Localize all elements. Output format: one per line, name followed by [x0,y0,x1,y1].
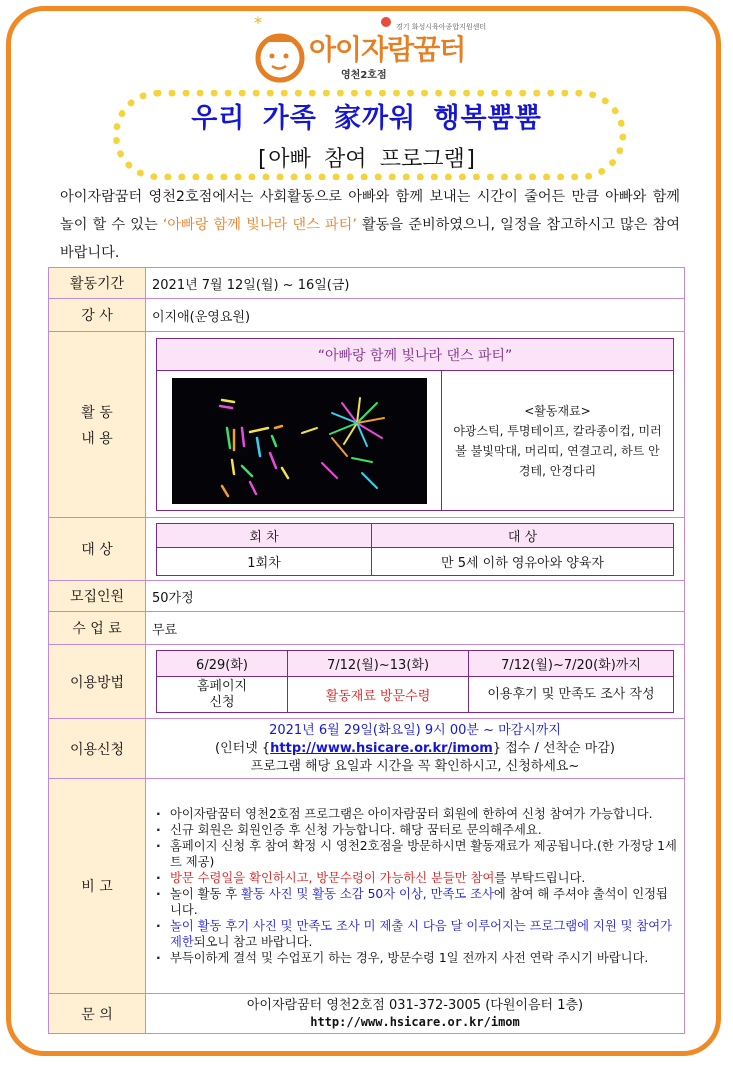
apply-note: 프로그램 해당 요일과 시간을 꼭 확인하시고, 신청하세요~ [250,758,580,774]
target-inner-table [156,523,674,576]
notes-cell [146,779,685,994]
note-item [156,870,678,886]
note-item: · 아이자람꿈터 영천2호점 프로그램은 아이자람꿈터 회원에 한하여 신청 참여가 가능합니다. [156,806,678,822]
intro-highlight: ‘아빠랑 함께 빛나라 댄스 파티’ [162,217,357,233]
contact-info: 아이자람꿈터 영천2호점 031-372-3005 (다원이음터 1층) [246,997,584,1013]
period-value: 2021년 7월 12일(월) ~ 16일(금) [146,268,685,299]
method-cell [146,645,685,719]
capacity-value: 50가정 [146,581,685,612]
intro-text-2: 활동을 준비하였으니, 일정을 참고하시고 많은 참여 바랍니다. [60,217,680,261]
note-text: 되오니 참고 바랍니다. [193,935,313,949]
materials-cell [442,371,674,511]
target-cell [146,518,685,581]
fee-value: 무료 [146,612,685,645]
notes-label: 비 고 [49,779,146,994]
note-item [156,918,678,950]
activity-label-line1: 활 동 [81,404,113,421]
note-blue-text: 활동 사진 및 활동 소감 50자 이상, 만족도 조사 [241,887,494,901]
apply-label: 이용신청 [49,719,146,779]
intro-text-1: 아이자람꿈터 영천2호점에서는 사회활동으로 아빠와 함께 보내는 시간이 줄어든 만큼 아빠와 함께 놀이 할 수 있는 [60,189,680,233]
method-header-1: 6/29(화) [157,651,288,677]
notes-list [146,800,684,972]
note-text: 놀이 활동 후 [170,887,242,901]
contact-label: 문 의 [49,994,146,1034]
page-title: 우리 가족 家까워 행복뿜뿜 [191,103,542,134]
note-text: 를 부탁드립니다. [494,871,586,885]
instructor-value: 이지애(운영요원) [146,299,685,332]
apply-method-post: } 접수 / 선착순 마감) [492,740,615,756]
target-label: 대 상 [49,518,146,581]
apply-schedule: 2021년 6월 29일(화요일) 9시 00분 ~ 마감시까지 [269,722,561,738]
method-header-3: 7/12(월)~7/20(화)까지 [469,651,674,677]
target-header-session: 회 차 [157,523,372,547]
materials-title: <활동재료> [524,403,591,418]
program-table [48,267,685,1034]
activity-photo-cell [157,371,442,511]
target-target-value: 만 5세 이하 영유아와 양육자 [372,547,674,575]
note-item: · 신규 회원은 회원인증 후 신청 가능합니다. 해당 꿈터로 문의해주세요. [156,822,678,838]
svg-text:*: * [254,14,262,32]
program-title: “아빠랑 함께 빛나라 댄스 파티” [157,339,674,371]
method-step-3: 이용후기 및 만족도 조사 작성 [469,677,674,713]
glow-stick-image [172,378,427,504]
intro-paragraph [60,183,680,267]
apply-method [146,740,684,758]
method-header-2: 7/12(월)~13(화) [288,651,469,677]
note-item: · 홈페이지 신청 후 참여 확정 시 영천2호점을 방문하시면 활동재료가 제공됩니다.(한 가정당 1세트 제공) [156,838,678,870]
logo-name [309,28,465,68]
activity-label [49,332,146,518]
contact-cell [146,994,685,1034]
logo-name-part2: 꿈터 [413,33,466,66]
method-step-2: 활동재료 방문수령 [288,677,469,713]
contact-link[interactable]: http://www.hsicare.or.kr/imom [310,1014,520,1029]
apply-method-pre: (인터넷 { [215,740,271,756]
note-item [156,886,678,918]
note-red-text: 방문 수령일을 확인하시고, 방문수령이 가능하신 분들만 참여 [170,871,495,885]
materials-list: 야광스틱, 투명테이프, 칼라종이컵, 미러볼 불빛막대, 머리띠, 연결고리, 하트 안경테, 안경다리 [453,423,662,478]
fee-label: 수 업 료 [49,612,146,645]
method-inner-table [156,650,674,713]
activity-cell [146,332,685,518]
note-item: · 부득이하게 결석 및 수업포기 하는 경우, 방문수령 1일 전까지 사전 연락 주시기 바랍니다. [156,950,678,966]
capacity-label: 모집인원 [49,581,146,612]
page-subtitle: [아빠 참여 프로그램] [255,147,478,172]
logo-org-name: 경기 화성시육아종합지원센터 [396,23,487,31]
method-label: 이용방법 [49,645,146,719]
target-header-target: 대 상 [372,523,674,547]
apply-link[interactable]: http://www.hsicare.or.kr/imom [270,740,493,756]
target-session-value: 1회차 [157,547,372,575]
dance-party-photo [172,378,427,504]
activity-inner-table [156,338,674,511]
apply-cell [146,719,685,779]
logo-name-part1: 아이자람 [309,33,414,66]
note-text: 에 참여 해 주셔야 출석이 인정됩니다. [170,887,668,917]
instructor-label: 강 사 [49,299,146,332]
logo-branch: 영천2호점 [341,70,387,81]
period-label: 활동기간 [49,268,146,299]
activity-label-line2: 내 용 [81,430,113,447]
note-blue-text: 놀이 활동 후기 사진 및 만족도 조사 미 제출 시 다음 달 이루어지는 프로그램에 지원 및 참여가 제한 [170,919,673,949]
method-step-1: 홈페이지 신청 [157,677,288,713]
